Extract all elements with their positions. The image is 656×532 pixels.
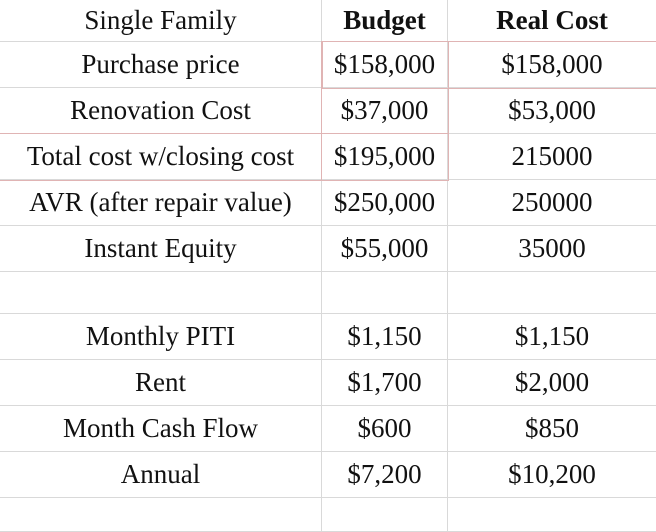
cell-budget-rent[interactable]: $1,700 xyxy=(322,360,448,406)
cell-budget-monthly-piti[interactable]: $1,150 xyxy=(322,314,448,360)
cell-real-avr[interactable]: 250000 xyxy=(448,180,656,226)
cell-label-purchase-price[interactable]: Purchase price xyxy=(0,42,322,88)
cell-real-rent[interactable]: $2,000 xyxy=(448,360,656,406)
cell-real-renovation-cost[interactable]: $53,000 xyxy=(448,88,656,134)
cell-budget-purchase-price[interactable]: $158,000 xyxy=(322,42,448,88)
cell-label-monthly-piti[interactable]: Monthly PITI xyxy=(0,314,322,360)
cell-empty[interactable] xyxy=(322,272,448,314)
cell-empty[interactable] xyxy=(322,498,448,532)
cell-real-total-cost[interactable]: 215000 xyxy=(448,134,656,180)
cell-budget-month-cash-flow[interactable]: $600 xyxy=(322,406,448,452)
cell-real-month-cash-flow[interactable]: $850 xyxy=(448,406,656,452)
cell-empty[interactable] xyxy=(448,498,656,532)
cell-budget-instant-equity[interactable]: $55,000 xyxy=(322,226,448,272)
cell-budget-avr[interactable]: $250,000 xyxy=(322,180,448,226)
cell-real-instant-equity[interactable]: 35000 xyxy=(448,226,656,272)
cell-label-rent[interactable]: Rent xyxy=(0,360,322,406)
cell-label-annual[interactable]: Annual xyxy=(0,452,322,498)
cell-empty[interactable] xyxy=(0,272,322,314)
cell-empty[interactable] xyxy=(0,498,322,532)
cell-real-purchase-price[interactable]: $158,000 xyxy=(448,42,656,88)
cell-label-avr[interactable]: AVR (after repair value) xyxy=(0,180,322,226)
cell-label-renovation-cost[interactable]: Renovation Cost xyxy=(0,88,322,134)
header-cell-real-cost[interactable]: Real Cost xyxy=(448,0,656,42)
cell-empty[interactable] xyxy=(448,272,656,314)
cell-label-total-cost[interactable]: Total cost w/closing cost xyxy=(0,134,322,180)
cell-real-annual[interactable]: $10,200 xyxy=(448,452,656,498)
header-cell-single-family[interactable]: Single Family xyxy=(0,0,322,42)
cell-label-month-cash-flow[interactable]: Month Cash Flow xyxy=(0,406,322,452)
cell-budget-total-cost[interactable]: $195,000 xyxy=(322,134,448,180)
header-cell-budget[interactable]: Budget xyxy=(322,0,448,42)
cell-real-monthly-piti[interactable]: $1,150 xyxy=(448,314,656,360)
cell-budget-renovation-cost[interactable]: $37,000 xyxy=(322,88,448,134)
cell-budget-annual[interactable]: $7,200 xyxy=(322,452,448,498)
cell-label-instant-equity[interactable]: Instant Equity xyxy=(0,226,322,272)
